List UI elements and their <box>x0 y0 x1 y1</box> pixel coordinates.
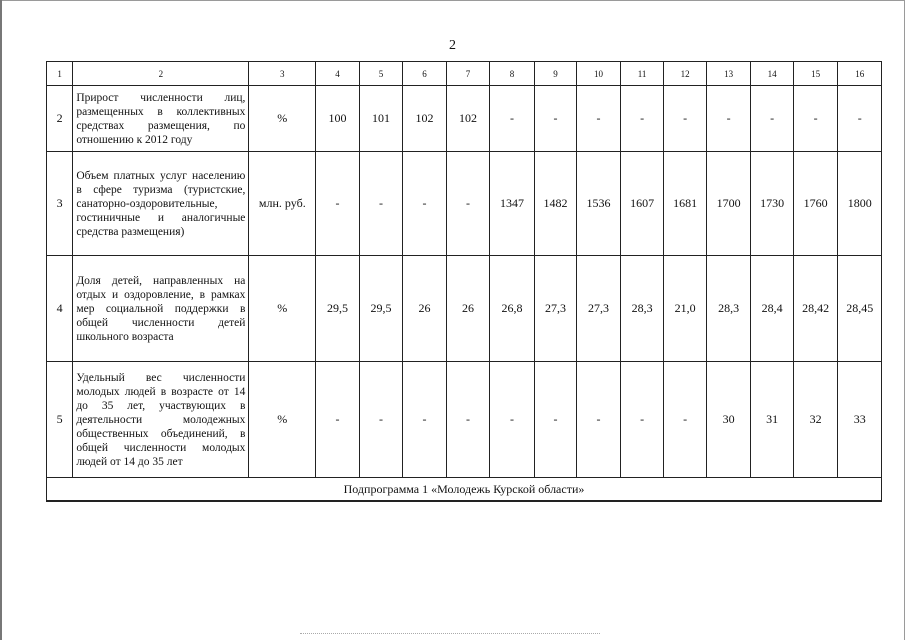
scan-dotted-line <box>300 633 600 635</box>
unit: % <box>249 86 316 152</box>
value-cell: - <box>838 86 882 152</box>
value-cell: 29,5 <box>316 256 360 362</box>
value-cell: - <box>490 86 535 152</box>
value-cell: 1760 <box>793 152 838 256</box>
indicators-table <box>46 61 882 502</box>
column-header: 12 <box>664 62 707 86</box>
column-header: 10 <box>577 62 621 86</box>
value-cell: - <box>490 362 535 478</box>
value-cell: 27,3 <box>534 256 577 362</box>
column-header: 9 <box>534 62 577 86</box>
value-cell: 1482 <box>534 152 577 256</box>
column-header: 1 <box>47 62 73 86</box>
value-cell: 100 <box>316 86 360 152</box>
value-cell: 28,3 <box>706 256 751 362</box>
table-row <box>47 152 882 256</box>
table-header-row <box>47 62 882 86</box>
value-cell: - <box>316 152 360 256</box>
column-header: 5 <box>359 62 403 86</box>
table-body <box>47 62 882 502</box>
scan-edge-top <box>0 0 905 1</box>
value-cell: 30 <box>706 362 751 478</box>
indicator-description: Прирост численности лиц, размещенных в коллективных средствах размещения, по отношению к 2012 году <box>73 86 249 152</box>
column-header: 8 <box>490 62 535 86</box>
value-cell: - <box>577 362 621 478</box>
value-cell: - <box>793 86 838 152</box>
value-cell: 1536 <box>577 152 621 256</box>
column-header: 16 <box>838 62 882 86</box>
table-row <box>47 86 882 152</box>
row-number: 3 <box>47 152 73 256</box>
value-cell: 32 <box>793 362 838 478</box>
value-cell: - <box>664 86 707 152</box>
column-header: 2 <box>73 62 249 86</box>
value-cell: - <box>534 86 577 152</box>
column-header: 13 <box>706 62 751 86</box>
value-cell: - <box>620 86 664 152</box>
value-cell: 31 <box>751 362 794 478</box>
row-number: 2 <box>47 86 73 152</box>
value-cell: 28,42 <box>793 256 838 362</box>
value-cell: 28,45 <box>838 256 882 362</box>
row-number: 5 <box>47 362 73 478</box>
indicator-description: Удельный вес численности молодых людей в возрасте от 14 до 35 лет, участвующих в деятельности молодежных общественных объединений, в общей численности молодых людей от 14 до 35 лет <box>73 362 249 478</box>
value-cell: 33 <box>838 362 882 478</box>
column-header: 3 <box>249 62 316 86</box>
value-cell: 102 <box>403 86 447 152</box>
column-header: 6 <box>403 62 447 86</box>
value-cell: 28,3 <box>620 256 664 362</box>
value-cell: 21,0 <box>664 256 707 362</box>
scan-edge-left <box>0 0 2 640</box>
unit: % <box>249 362 316 478</box>
value-cell: - <box>706 86 751 152</box>
indicator-description: Доля детей, направленных на отдых и оздоровление, в рамках мер социальной поддержки в общей численности детей школьного возраста <box>73 256 249 362</box>
value-cell: - <box>359 362 403 478</box>
value-cell: - <box>620 362 664 478</box>
column-header: 14 <box>751 62 794 86</box>
subprogram-row <box>47 478 882 502</box>
value-cell: - <box>664 362 707 478</box>
column-header: 7 <box>446 62 490 86</box>
value-cell: 1800 <box>838 152 882 256</box>
table-row <box>47 362 882 478</box>
value-cell: - <box>403 362 447 478</box>
column-header: 11 <box>620 62 664 86</box>
row-number: 4 <box>47 256 73 362</box>
value-cell: 26,8 <box>490 256 535 362</box>
unit: % <box>249 256 316 362</box>
value-cell: - <box>403 152 447 256</box>
value-cell: - <box>359 152 403 256</box>
value-cell: 101 <box>359 86 403 152</box>
subprogram-title: Подпрограмма 1 «Молодежь Курской области» <box>47 478 882 502</box>
value-cell: 29,5 <box>359 256 403 362</box>
value-cell: 102 <box>446 86 490 152</box>
value-cell: 1607 <box>620 152 664 256</box>
value-cell: 27,3 <box>577 256 621 362</box>
value-cell: 26 <box>403 256 447 362</box>
value-cell: - <box>316 362 360 478</box>
page-number: 2 <box>449 38 456 53</box>
value-cell: - <box>534 362 577 478</box>
value-cell: - <box>577 86 621 152</box>
value-cell: - <box>446 152 490 256</box>
value-cell: - <box>446 362 490 478</box>
value-cell: 28,4 <box>751 256 794 362</box>
value-cell: 1347 <box>490 152 535 256</box>
value-cell: - <box>751 86 794 152</box>
unit: млн. руб. <box>249 152 316 256</box>
value-cell: 1681 <box>664 152 707 256</box>
indicator-description: Объем платных услуг населению в сфере туризма (туристские, санаторно-оздоровительные, гостиничные и аналогичные средства размещения) <box>73 152 249 256</box>
value-cell: 1700 <box>706 152 751 256</box>
table-row <box>47 256 882 362</box>
value-cell: 1730 <box>751 152 794 256</box>
column-header: 4 <box>316 62 360 86</box>
value-cell: 26 <box>446 256 490 362</box>
column-header: 15 <box>793 62 838 86</box>
